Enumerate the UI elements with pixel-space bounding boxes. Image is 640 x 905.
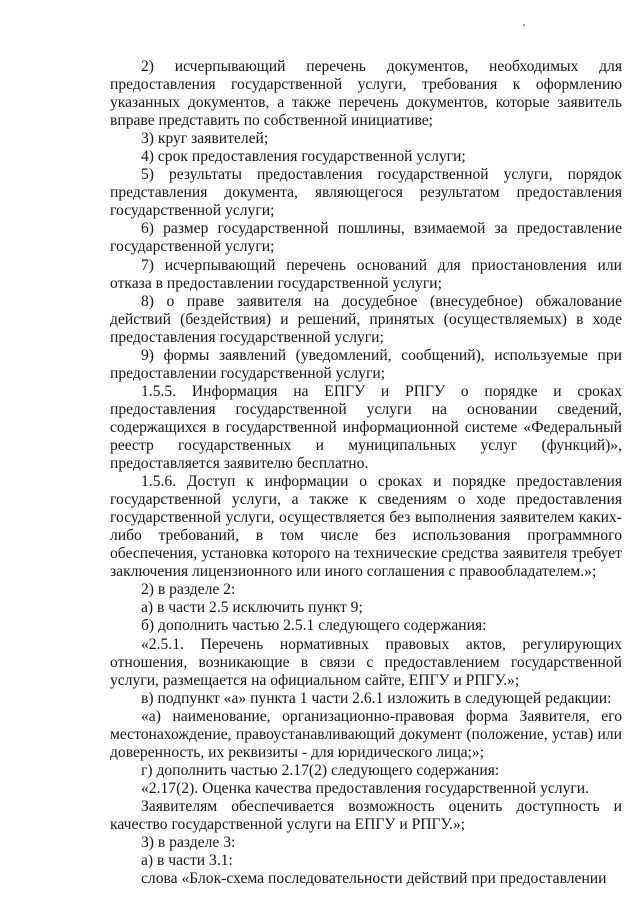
list-item-4-term: 4) срок предоставления государственной услуги; bbox=[141, 148, 466, 166]
list-item-5-results: 5) результаты предоставления государственной услуги, порядок представления документа, являющегося результатом предоставления государственной услуги; bbox=[110, 166, 622, 220]
subclause-a-text: «а) наименование, организационно-правовая форма Заявителя, его местонахождение, правоустанавливающий документ (положение, устав) или доверенность, их реквизиты - для юридического лица;»; bbox=[110, 707, 622, 761]
clause-1-5-6: 1.5.6. Доступ к информации о сроках и порядке предоставления государственной услуги, а также к сведениям о ходе предоставления государственной услуги, осуществляется без выполнения заявителем каких-либо требований, в том числе без использования программного обеспечения, установка которого на технические средства заявителя требует заключения лицензионного или иного соглашения с правообладателем.»; bbox=[110, 473, 622, 581]
list-item-7-grounds: 7) исчерпывающий перечень оснований для приостановления или отказа в предоставлении государственной услуги; bbox=[110, 256, 622, 292]
scan-speck bbox=[523, 24, 525, 26]
list-item-9-forms: 9) формы заявлений (уведомлений, сообщений), используемые при предоставлении государственной услуги; bbox=[110, 346, 622, 382]
clause-2-17-2-text: Заявителям обеспечивается возможность оценить доступность и качество государственной услуги на ЕПГУ и РПГУ.»; bbox=[110, 797, 622, 833]
amendment-3-1: а) в части 3.1: bbox=[141, 852, 233, 870]
amendment-g: г) дополнить частью 2.17(2) следующего содержания: bbox=[141, 761, 500, 779]
amendment-b: б) дополнить частью 2.5.1 следующего содержания: bbox=[141, 617, 487, 635]
list-item-3-applicants: 3) круг заявителей; bbox=[141, 130, 269, 148]
list-item-8-appeal: 8) о праве заявителя на досудебное (внесудебное) обжалование действий (бездействия) и решений, принятых (осуществляемых) в ходе предоставления государственной услуги; bbox=[110, 292, 622, 346]
list-item-2-documents: 2) исчерпывающий перечень документов, необходимых для предоставления государственной услуги, требования к оформлению указанных документов, а также перечень документов, которые заявитель вправе представить по собственной инициативе; bbox=[110, 58, 622, 130]
document-body bbox=[110, 58, 622, 888]
list-item-6-fee: 6) размер государственной пошлины, взимаемой за предоставление государственной услуги; bbox=[110, 220, 622, 256]
amendment-v: в) подпункт «а» пункта 1 части 2.6.1 изложить в следующей редакции: bbox=[141, 689, 612, 707]
section-2-heading: 2) в разделе 2: bbox=[141, 581, 236, 599]
clause-1-5-5: 1.5.5. Информация на ЕПГУ и РПГУ о порядке и сроках предоставления государственной услуги на основании сведений, содержащихся в государственной информационной системе «Федеральный реестр государственных и муниципальных услуг (функций)», предоставляется заявителю бесплатно. bbox=[110, 382, 622, 473]
amendment-a: а) в части 2.5 исключить пункт 9; bbox=[141, 599, 363, 617]
section-3-heading: 3) в разделе 3: bbox=[141, 834, 236, 852]
clause-2-5-1: «2.5.1. Перечень нормативных правовых актов, регулирующих отношения, возникающие в связи с предоставлением государственной услуги, размещается на официальном сайте, ЕПГУ и РПГУ.»; bbox=[110, 635, 622, 689]
clause-2-17-2: «2.17(2). Оценка качества предоставления государственной услуги. bbox=[141, 779, 590, 797]
words-block-scheme: слова «Блок-схема последовательности действий при предоставлении bbox=[141, 870, 607, 888]
